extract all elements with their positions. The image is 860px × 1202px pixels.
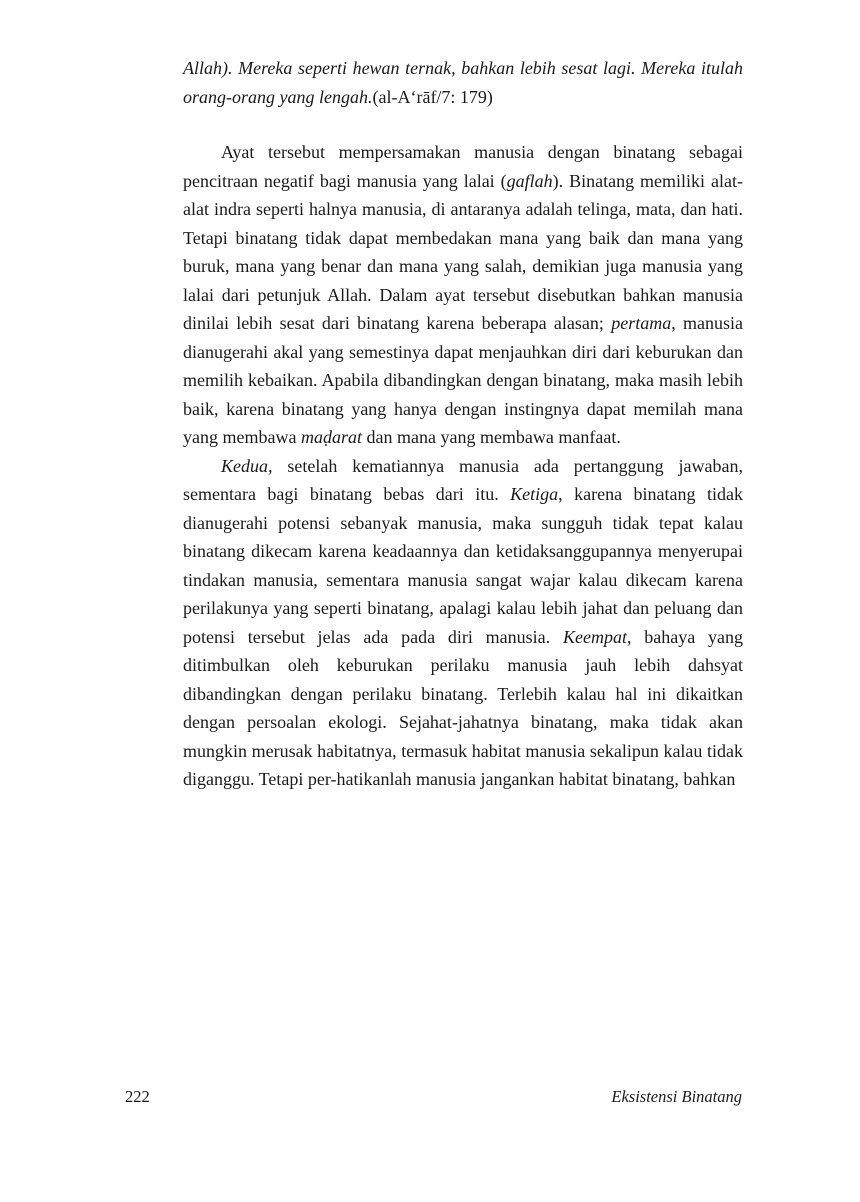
page-footer <box>125 1086 742 1108</box>
paragraph-2: Kedua, setelah kematiannya manusia ada pertanggung jawaban, sementara bagi binatang bebas dari itu. Ketiga, karena binatang tidak dianugerahi potensi sebanyak manusia, maka sungguh tidak tepat kalau binatang dikecam karena keadaannya dan ketidaksanggupannya menyerupai tindakan manusia, sementara manusia sangat wajar kalau dikecam karena perilakunya yang seperti binatang, apalagi kalau lebih jahat dan peluang dan potensi tersebut jelas ada pada diri manusia. Keempat, bahaya yang ditimbulkan oleh keburukan perilaku manusia jauh lebih dahsyat dibandingkan dengan perilaku binatang. Terlebih kalau hal ini dikaitkan dengan persoalan ekologi. Sejahat-jahatnya binatang, maka tidak akan mungkin merusak habitatnya, termasuk habitat manusia sekalipun kalau tidak diganggu. Tetapi per-hatikanlah manusia jangankan habitat binatang, bahkan <box>183 455 743 789</box>
running-title: Eksistensi Binatang <box>611 1087 742 1106</box>
text-block <box>183 54 743 794</box>
page-number: 222 <box>125 1087 150 1106</box>
quran-quote: Allah). Mereka seperti hewan ternak, bahkan lebih sesat lagi. Mereka itulah orang-orang yang lengah.(al-A‘rāf/7: 179) <box>183 58 743 107</box>
paragraph-1: Ayat tersebut mempersamakan manusia dengan binatang sebagai pencitraan negatif bagi manusia yang lalai (gaflah). Binatang memiliki alat-alat indra seperti halnya manusia, di antaranya adalah telinga, mata, dan hati. Tetapi binatang tidak dapat membedakan mana yang baik dan mana yang buruk, mana yang benar dan mana yang salah, demikian juga manusia yang lalai dari petunjuk Allah. Dalam ayat tersebut disebutkan bahkan manusia dinilai lebih sesat dari binatang karena beberapa alasan; pertama, manusia dianugerahi akal yang semestinya dapat menjauhkan diri dari keburukan dan memilih kebaikan. Apabila dibandingkan dengan binatang, maka masih lebih baik, karena binatang yang hanya dengan instingnya dapat memilah mana yang membawa maḍarat dan mana yang membawa manfaat. <box>183 142 743 447</box>
